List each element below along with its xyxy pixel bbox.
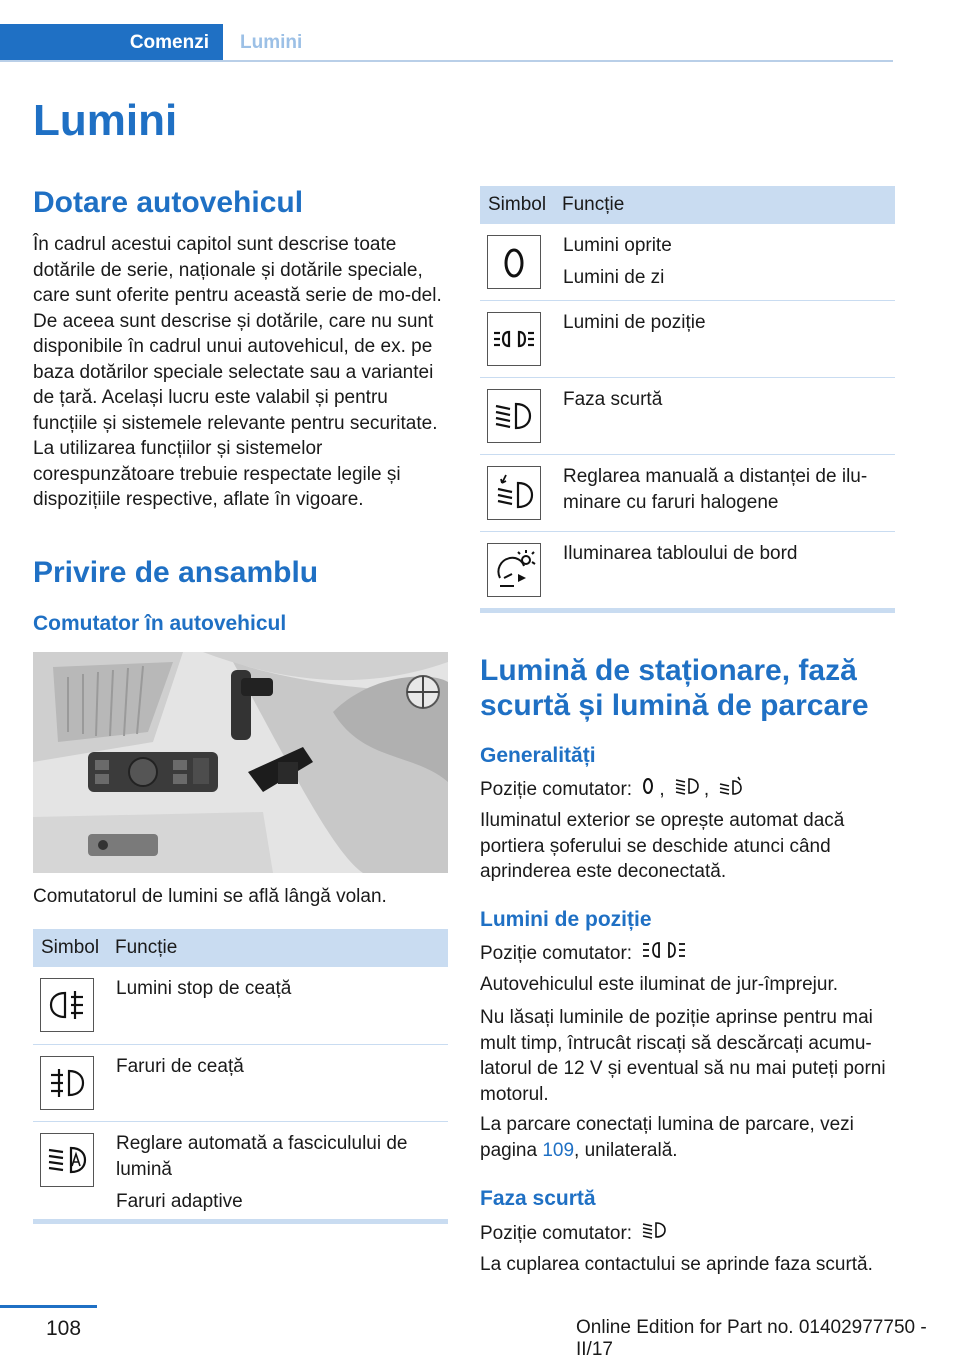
subsection-title-comutator: Comutator în autovehicul [33,612,287,635]
table-row [480,455,895,532]
section-title-lumina-stationare [480,653,869,723]
row-text: Reglarea manuală a distanței de ilu‐minare cu faruri halogene [563,466,868,513]
header-divider [0,60,893,62]
low-beam-icon [674,776,700,804]
section-title-dotare: Dotare autovehicul [33,186,304,219]
column-header-function: Funcție [115,937,178,958]
switch-position-line: Poziție comutator: , , [480,776,748,804]
table-row [33,1122,448,1219]
page-title: Lumini [33,96,178,145]
table-header [480,186,895,224]
table-row [480,378,895,455]
footer-rule [0,1305,97,1308]
paragraph-text: La parcare conectați lumina de parcare, vezi pagina [480,1114,854,1161]
row-text: Faza scurtă [563,389,663,410]
column-header-symbol: Simbol [488,194,547,215]
instrument-lighting-icon [487,543,541,597]
switch-position-label: Poziție comutator: [480,1222,633,1244]
tab-lumini[interactable]: Lumini [240,31,303,53]
edition-footer: Online Edition for Part no. 01402977750 - II/17 [576,1317,927,1360]
lights-off-icon [487,235,541,289]
tab-comenzi[interactable]: Comenzi [0,24,223,61]
switch-position-label: Poziție comutator: [480,942,633,964]
row-text: Lumini stop de ceață [116,978,292,999]
table-row [33,967,448,1045]
rear-fog-light-icon [40,978,94,1032]
row-text: Lumini de zi [563,267,665,288]
section-title-line: scurtă și lumină de parcare [480,689,869,722]
position-lights-paragraph-1: Autovehiculul este iluminat de jur-împrejur. [480,974,839,995]
section-title-line: Lumină de staționare, fază [480,654,857,687]
page-number: 108 [46,1317,82,1340]
switch-position-line [480,1220,671,1248]
row-text: Lumini de poziție [563,312,706,333]
right-symbol-table [480,186,895,613]
position-lights-paragraph-3 [480,1112,892,1163]
section-title-privire: Privire de ansamblu [33,556,319,589]
low-beam-icon [487,389,541,443]
subsection-title-faza-scurta: Faza scurtă [480,1187,596,1210]
subsection-title-generalitati: Generalități [480,744,596,767]
row-text: Lumini oprite [563,235,672,256]
subsection-title-lumini-pozitie: Lumini de poziție [480,908,652,931]
lights-off-icon [641,776,655,804]
position-lights-paragraph-2: Nu lăsați luminile de poziție aprinse pentru mai mult timp, întrucât riscați să descărcați acumu‐latorul de 12 V și eventual să nu mai puteți porni motorul. [480,1007,886,1105]
front-fog-light-icon [40,1056,94,1110]
row-text: Faruri de ceață [116,1056,244,1077]
table-row [480,301,895,378]
column-header-symbol: Simbol [41,937,100,958]
parking-lights-icon [487,312,541,366]
page-link-109[interactable]: 109 [542,1139,575,1161]
headlight-range-icon [487,466,541,520]
row-text: Reglare automată a fasciculului de lumină [116,1133,408,1180]
general-paragraph: Iluminatul exterior se oprește automat dacă portiera șoferului se deschide atunci când aprinderea este deconectată. [480,810,845,882]
light-switch-photo [33,652,448,873]
low-beam-paragraph: La cuplarea contactului se aprinde faza scurtă. [480,1254,873,1275]
parking-light-icon [718,776,744,804]
table-header [33,929,448,967]
parking-lights-icon [641,940,687,968]
intro-paragraph: În cadrul acestui capitol sunt descrise toate dotările de serie, naționale și dotările speciale, care sunt oferite pentru această serie de mo‐del. De aceea sunt descrise și dotările, care nu sunt disponibile în cadrul unui autovehicul, de ex. pe baza dotărilor speciale selectate sau a variantei de țară. Același lucru este valabil și pentru funcțiile și sistemele relevante pentru securitate. La utilizarea funcțiilor și sistemelor corespunzătoare trebuie respectate legile și dispozițiile respective, aflate în vigoare. [33,234,442,510]
table-row [480,224,895,301]
photo-caption: Comutatorul de lumini se află lângă volan. [33,886,387,907]
row-text: Iluminarea tabloului de bord [563,543,798,564]
left-symbol-table [33,929,448,1224]
paragraph-text: , unilaterală. [574,1139,678,1161]
table-bottom-rule [480,608,895,613]
row-text: Faruri adaptive [116,1191,243,1212]
automatic-headlight-icon [40,1133,94,1187]
switch-position-label: Poziție comutator: [480,778,633,800]
switch-position-line [480,940,691,968]
table-row [33,1045,448,1122]
column-header-function: Funcție [562,194,625,215]
table-row [480,532,895,608]
low-beam-icon [641,1220,667,1248]
